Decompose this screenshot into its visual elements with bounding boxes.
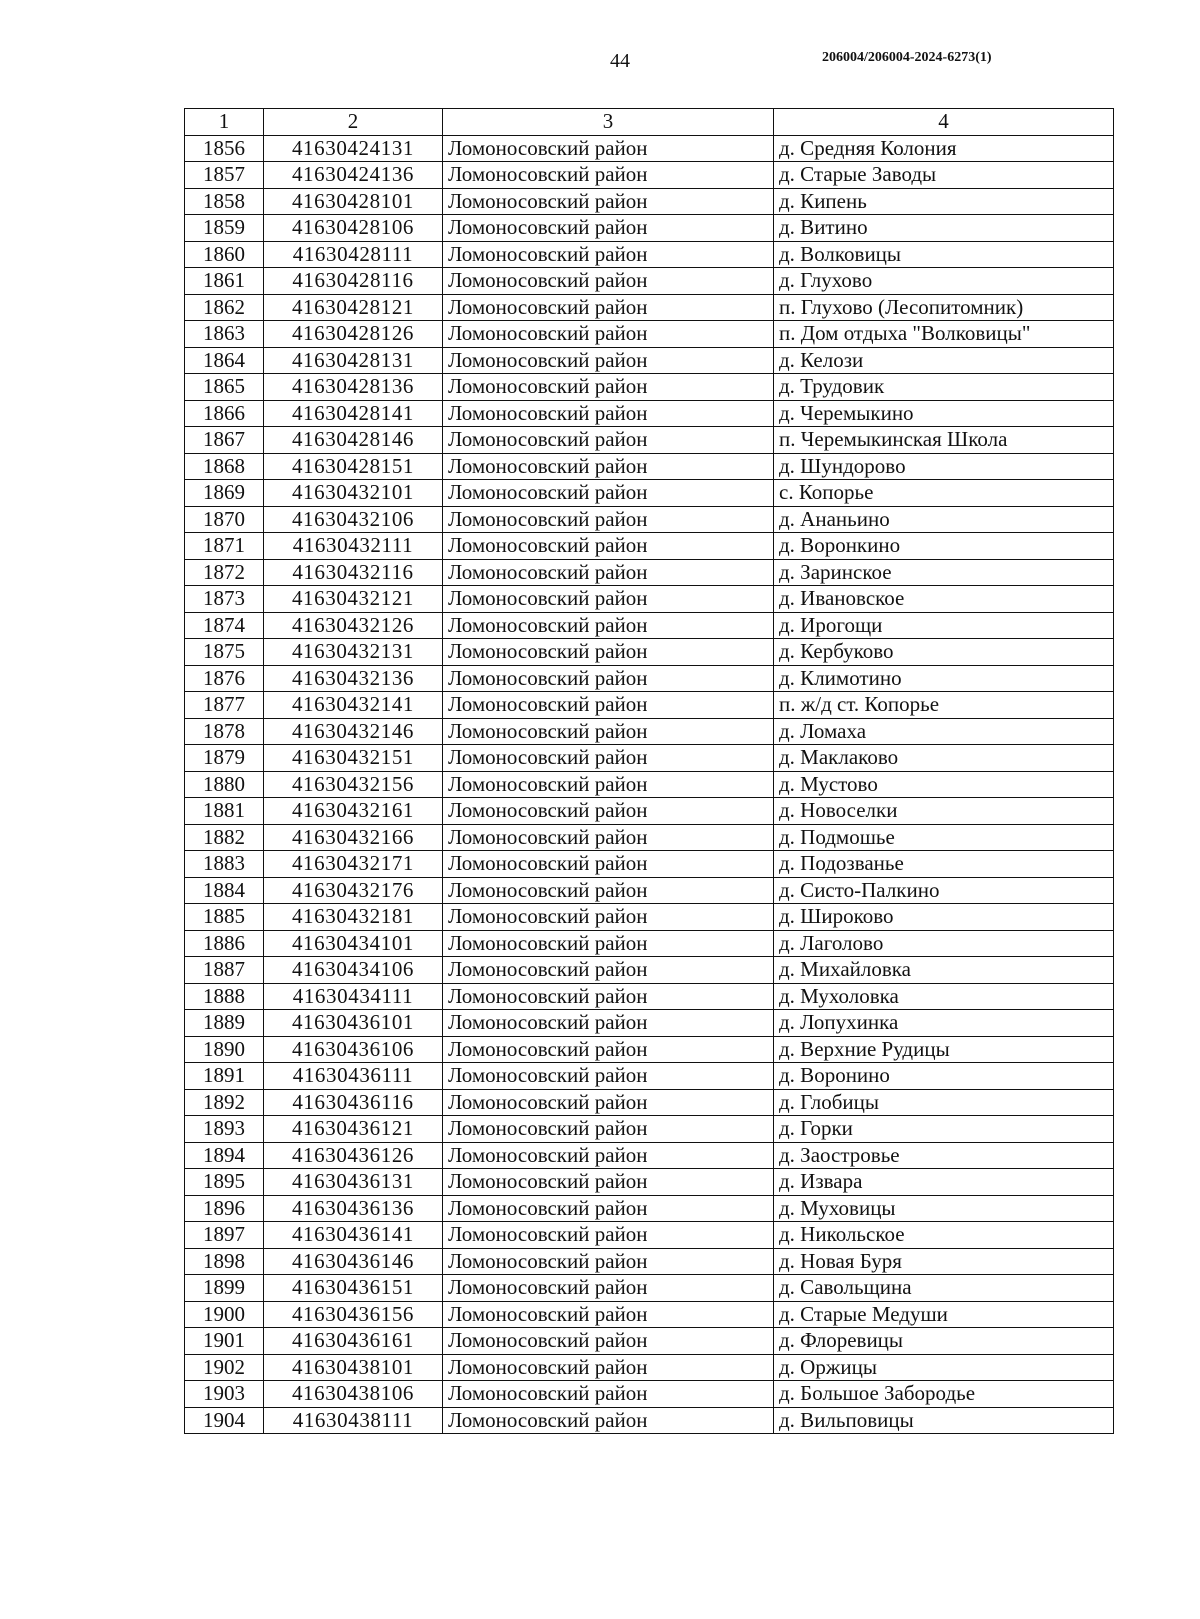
oktmo-code-cell: 41630432116 [264,559,443,586]
row-number-cell: 1859 [185,215,264,242]
table-row [185,718,1114,745]
oktmo-code-cell: 41630438111 [264,1407,443,1434]
district-cell: Ломоносовский район [443,771,774,798]
settlement-cell: д. Витино [774,215,1114,242]
settlement-cell: д. Лаголово [774,930,1114,957]
oktmo-code-cell: 41630428136 [264,374,443,401]
row-number-cell: 1896 [185,1195,264,1222]
district-cell: Ломоносовский район [443,1116,774,1143]
oktmo-code-cell: 41630436106 [264,1036,443,1063]
district-cell: Ломоносовский район [443,427,774,454]
district-cell: Ломоносовский район [443,692,774,719]
district-cell: Ломоносовский район [443,268,774,295]
district-cell: Ломоносовский район [443,612,774,639]
district-cell: Ломоносовский район [443,1142,774,1169]
settlement-cell: д. Оржицы [774,1354,1114,1381]
settlement-cell: д. Черемыкино [774,400,1114,427]
settlement-cell: д. Лопухинка [774,1010,1114,1037]
table-row [185,1063,1114,1090]
row-number-cell: 1864 [185,347,264,374]
settlement-cell: с. Копорье [774,480,1114,507]
table-row [185,1328,1114,1355]
district-cell: Ломоносовский район [443,294,774,321]
table-row [185,586,1114,613]
district-cell: Ломоносовский район [443,1010,774,1037]
row-number-cell: 1882 [185,824,264,851]
district-cell: Ломоносовский район [443,639,774,666]
oktmo-code-cell: 41630432101 [264,480,443,507]
table-header [185,109,1114,136]
settlement-cell: д. Вильповицы [774,1407,1114,1434]
settlement-cell: д. Воронино [774,1063,1114,1090]
settlement-cell: п. Дом отдыха "Волковицы" [774,321,1114,348]
column-header-3: 3 [443,109,774,136]
table-row [185,877,1114,904]
table-row [185,851,1114,878]
row-number-cell: 1886 [185,930,264,957]
settlement-cell: д. Ломаха [774,718,1114,745]
oktmo-code-cell: 41630438101 [264,1354,443,1381]
settlement-cell: д. Старые Заводы [774,162,1114,189]
oktmo-code-cell: 41630432146 [264,718,443,745]
oktmo-code-cell: 41630424136 [264,162,443,189]
row-number-cell: 1875 [185,639,264,666]
settlement-cell: д. Михайловка [774,957,1114,984]
oktmo-code-cell: 41630436161 [264,1328,443,1355]
settlement-cell: д. Кипень [774,188,1114,215]
row-number-cell: 1892 [185,1089,264,1116]
row-number-cell: 1900 [185,1301,264,1328]
table-row [185,400,1114,427]
district-cell: Ломоносовский район [443,798,774,825]
settlement-cell: д. Волковицы [774,241,1114,268]
table-body [185,135,1114,1434]
settlement-cell: д. Старые Медуши [774,1301,1114,1328]
district-cell: Ломоносовский район [443,480,774,507]
table-row [185,559,1114,586]
oktmo-code-cell: 41630432121 [264,586,443,613]
row-number-cell: 1868 [185,453,264,480]
table-row [185,798,1114,825]
oktmo-code-cell: 41630436101 [264,1010,443,1037]
oktmo-code-cell: 41630428111 [264,241,443,268]
settlement-cell: д. Кербуково [774,639,1114,666]
district-cell: Ломоносовский район [443,930,774,957]
row-number-cell: 1862 [185,294,264,321]
row-number-cell: 1874 [185,612,264,639]
table-row [185,1248,1114,1275]
column-header-2: 2 [264,109,443,136]
settlement-cell: д. Горки [774,1116,1114,1143]
settlement-cell: д. Савольщина [774,1275,1114,1302]
district-cell: Ломоносовский район [443,1354,774,1381]
table-row [185,533,1114,560]
oktmo-code-cell: 41630428121 [264,294,443,321]
oktmo-code-cell: 41630436156 [264,1301,443,1328]
district-cell: Ломоносовский район [443,135,774,162]
row-number-cell: 1883 [185,851,264,878]
row-number-cell: 1863 [185,321,264,348]
oktmo-code-cell: 41630434111 [264,983,443,1010]
district-cell: Ломоносовский район [443,241,774,268]
table-row [185,135,1114,162]
settlements-table [184,108,1114,1434]
table-row [185,453,1114,480]
table-row [185,1222,1114,1249]
settlement-cell: п. Черемыкинская Школа [774,427,1114,454]
oktmo-code-cell: 41630428131 [264,347,443,374]
table-row [185,824,1114,851]
district-cell: Ломоносовский район [443,904,774,931]
settlement-cell: д. Ивановское [774,586,1114,613]
district-cell: Ломоносовский район [443,665,774,692]
table-row [185,241,1114,268]
district-cell: Ломоносовский район [443,1222,774,1249]
oktmo-code-cell: 41630428116 [264,268,443,295]
district-cell: Ломоносовский район [443,1089,774,1116]
row-number-cell: 1901 [185,1328,264,1355]
oktmo-code-cell: 41630428146 [264,427,443,454]
settlement-cell: д. Заринское [774,559,1114,586]
table-row [185,506,1114,533]
row-number-cell: 1879 [185,745,264,772]
settlement-cell: п. ж/д ст. Копорье [774,692,1114,719]
oktmo-code-cell: 41630432176 [264,877,443,904]
oktmo-code-cell: 41630436151 [264,1275,443,1302]
row-number-cell: 1873 [185,586,264,613]
oktmo-code-cell: 41630428106 [264,215,443,242]
district-cell: Ломоносовский район [443,1248,774,1275]
district-cell: Ломоносовский район [443,1301,774,1328]
settlement-cell: д. Глобицы [774,1089,1114,1116]
row-number-cell: 1881 [185,798,264,825]
table-row [185,188,1114,215]
row-number-cell: 1857 [185,162,264,189]
table-row [185,1195,1114,1222]
row-number-cell: 1894 [185,1142,264,1169]
table-row [185,215,1114,242]
district-cell: Ломоносовский район [443,1381,774,1408]
district-cell: Ломоносовский район [443,877,774,904]
district-cell: Ломоносовский район [443,745,774,772]
table-row [185,1301,1114,1328]
oktmo-code-cell: 41630436111 [264,1063,443,1090]
row-number-cell: 1903 [185,1381,264,1408]
settlement-cell: п. Глухово (Лесопитомник) [774,294,1114,321]
oktmo-code-cell: 41630432111 [264,533,443,560]
oktmo-code-cell: 41630432141 [264,692,443,719]
district-cell: Ломоносовский район [443,374,774,401]
row-number-cell: 1889 [185,1010,264,1037]
table-row [185,745,1114,772]
row-number-cell: 1899 [185,1275,264,1302]
settlement-cell: д. Климотино [774,665,1114,692]
row-number-cell: 1884 [185,877,264,904]
district-cell: Ломоносовский район [443,1036,774,1063]
page-number: 44 [610,50,630,72]
row-number-cell: 1898 [185,1248,264,1275]
table-row [185,1036,1114,1063]
settlement-cell: д. Большое Забородье [774,1381,1114,1408]
district-cell: Ломоносовский район [443,215,774,242]
settlement-cell: д. Новоселки [774,798,1114,825]
oktmo-code-cell: 41630428101 [264,188,443,215]
district-cell: Ломоносовский район [443,347,774,374]
oktmo-code-cell: 41630434101 [264,930,443,957]
oktmo-code-cell: 41630432166 [264,824,443,851]
oktmo-code-cell: 41630428151 [264,453,443,480]
settlement-cell: д. Заостровье [774,1142,1114,1169]
table-row [185,480,1114,507]
table-row [185,294,1114,321]
district-cell: Ломоносовский район [443,506,774,533]
oktmo-code-cell: 41630434106 [264,957,443,984]
oktmo-code-cell: 41630436141 [264,1222,443,1249]
settlement-cell: д. Ананьино [774,506,1114,533]
settlement-cell: д. Шундорово [774,453,1114,480]
settlement-cell: д. Флоревицы [774,1328,1114,1355]
table-row [185,1010,1114,1037]
oktmo-code-cell: 41630424131 [264,135,443,162]
table-row [185,771,1114,798]
oktmo-code-cell: 41630432156 [264,771,443,798]
table-row [185,347,1114,374]
settlement-cell: д. Ирогощи [774,612,1114,639]
row-number-cell: 1877 [185,692,264,719]
table-row [185,1381,1114,1408]
oktmo-code-cell: 41630432151 [264,745,443,772]
district-cell: Ломоносовский район [443,533,774,560]
row-number-cell: 1867 [185,427,264,454]
table-row [185,1275,1114,1302]
settlement-cell: д. Воронкино [774,533,1114,560]
table-row [185,1089,1114,1116]
district-cell: Ломоносовский район [443,1275,774,1302]
row-number-cell: 1876 [185,665,264,692]
table-row [185,1142,1114,1169]
row-number-cell: 1885 [185,904,264,931]
table-row [185,1169,1114,1196]
oktmo-code-cell: 41630432161 [264,798,443,825]
table-row [185,321,1114,348]
header-row [185,109,1114,136]
row-number-cell: 1893 [185,1116,264,1143]
table-row [185,692,1114,719]
table-row [185,268,1114,295]
settlement-cell: д. Верхние Рудицы [774,1036,1114,1063]
table-row [185,639,1114,666]
district-cell: Ломоносовский район [443,983,774,1010]
settlement-cell: д. Глухово [774,268,1114,295]
district-cell: Ломоносовский район [443,586,774,613]
row-number-cell: 1861 [185,268,264,295]
district-cell: Ломоносовский район [443,321,774,348]
table-row [185,904,1114,931]
row-number-cell: 1890 [185,1036,264,1063]
row-number-cell: 1902 [185,1354,264,1381]
table-row [185,1354,1114,1381]
column-header-4: 4 [774,109,1114,136]
settlement-cell: д. Келози [774,347,1114,374]
table-row [185,427,1114,454]
district-cell: Ломоносовский район [443,559,774,586]
row-number-cell: 1869 [185,480,264,507]
oktmo-code-cell: 41630436136 [264,1195,443,1222]
district-cell: Ломоносовский район [443,851,774,878]
district-cell: Ломоносовский район [443,162,774,189]
oktmo-code-cell: 41630436131 [264,1169,443,1196]
settlement-cell: д. Никольское [774,1222,1114,1249]
district-cell: Ломоносовский район [443,1063,774,1090]
oktmo-code-cell: 41630432136 [264,665,443,692]
row-number-cell: 1897 [185,1222,264,1249]
settlement-cell: д. Извара [774,1169,1114,1196]
table-row [185,930,1114,957]
district-cell: Ломоносовский район [443,188,774,215]
district-cell: Ломоносовский район [443,1195,774,1222]
settlement-cell: д. Мухоловка [774,983,1114,1010]
settlement-cell: д. Систо-Палкино [774,877,1114,904]
row-number-cell: 1887 [185,957,264,984]
district-cell: Ломоносовский район [443,453,774,480]
oktmo-code-cell: 41630436121 [264,1116,443,1143]
oktmo-code-cell: 41630436146 [264,1248,443,1275]
oktmo-code-cell: 41630436126 [264,1142,443,1169]
settlement-cell: д. Широково [774,904,1114,931]
settlement-cell: д. Муховицы [774,1195,1114,1222]
district-cell: Ломоносовский район [443,957,774,984]
district-cell: Ломоносовский район [443,824,774,851]
table-row [185,1407,1114,1434]
settlement-cell: д. Средняя Колония [774,135,1114,162]
oktmo-code-cell: 41630432126 [264,612,443,639]
row-number-cell: 1888 [185,983,264,1010]
table-row [185,612,1114,639]
row-number-cell: 1895 [185,1169,264,1196]
district-cell: Ломоносовский район [443,1328,774,1355]
table-row [185,957,1114,984]
row-number-cell: 1878 [185,718,264,745]
settlement-cell: д. Новая Буря [774,1248,1114,1275]
oktmo-code-cell: 41630428141 [264,400,443,427]
document-reference: 206004/206004-2024-6273(1) [822,50,992,65]
row-number-cell: 1880 [185,771,264,798]
row-number-cell: 1870 [185,506,264,533]
district-cell: Ломоносовский район [443,400,774,427]
row-number-cell: 1865 [185,374,264,401]
oktmo-code-cell: 41630436116 [264,1089,443,1116]
oktmo-code-cell: 41630432106 [264,506,443,533]
oktmo-code-cell: 41630432131 [264,639,443,666]
row-number-cell: 1858 [185,188,264,215]
table-row [185,983,1114,1010]
district-cell: Ломоносовский район [443,718,774,745]
settlement-cell: д. Подмошье [774,824,1114,851]
table-row [185,1116,1114,1143]
row-number-cell: 1891 [185,1063,264,1090]
row-number-cell: 1872 [185,559,264,586]
district-cell: Ломоносовский район [443,1169,774,1196]
row-number-cell: 1904 [185,1407,264,1434]
table-row [185,374,1114,401]
oktmo-code-cell: 41630432171 [264,851,443,878]
oktmo-code-cell: 41630432181 [264,904,443,931]
table-row [185,665,1114,692]
table-row [185,162,1114,189]
settlement-cell: д. Мустово [774,771,1114,798]
row-number-cell: 1871 [185,533,264,560]
oktmo-code-cell: 41630428126 [264,321,443,348]
row-number-cell: 1866 [185,400,264,427]
column-header-1: 1 [185,109,264,136]
settlement-cell: д. Подозванье [774,851,1114,878]
row-number-cell: 1860 [185,241,264,268]
settlement-cell: д. Трудовик [774,374,1114,401]
oktmo-code-cell: 41630438106 [264,1381,443,1408]
settlement-cell: д. Маклаково [774,745,1114,772]
district-cell: Ломоносовский район [443,1407,774,1434]
row-number-cell: 1856 [185,135,264,162]
